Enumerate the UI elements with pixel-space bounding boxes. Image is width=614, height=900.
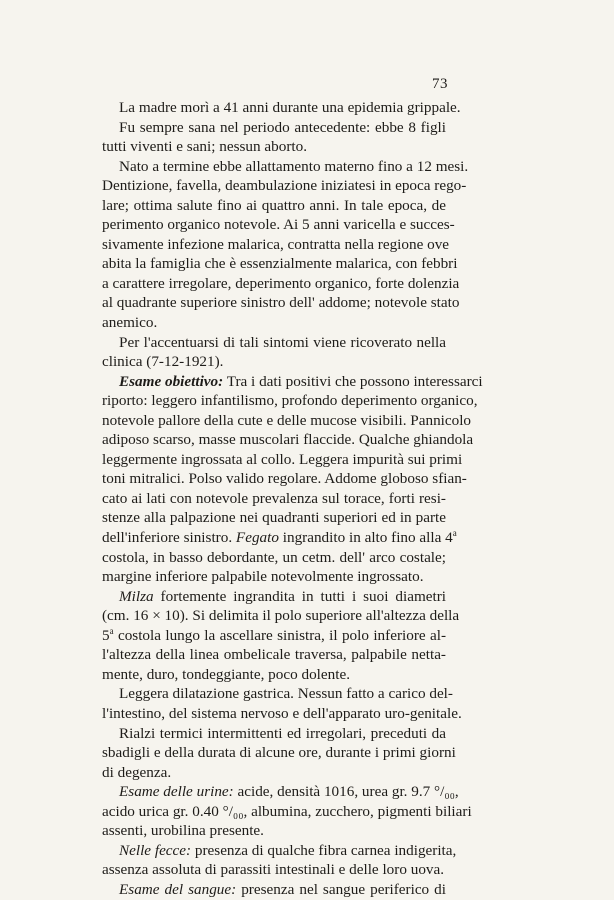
text-fragment: margine inferiore palpabile notevolmente ingrossato.: [102, 568, 424, 586]
text-line: [102, 411, 472, 431]
text-fragment: Esame del sangue:: [119, 880, 237, 898]
text-fragment: acide, densità 1016, urea gr. 9.7 °/₀₀,: [233, 783, 459, 801]
text-line: [102, 821, 446, 841]
text-fragment: a: [109, 625, 114, 636]
text-fragment: dell'inferiore sinistro.: [102, 529, 236, 547]
text-fragment: Rialzi termici intermittenti ed irregolari, preceduti da: [119, 724, 446, 742]
text-line: [102, 157, 469, 177]
text-line: [102, 880, 446, 900]
text-line: [102, 137, 446, 157]
text-line: [102, 352, 446, 372]
text-line: [102, 763, 446, 783]
text-fragment: Fu sempre sana nel periodo antecedente: ebbe 8 figli: [119, 118, 446, 136]
text-fragment: a carattere irregolare, deperimento organico, forte dolenzia: [102, 274, 460, 292]
text-line: [102, 626, 446, 646]
text-line: [102, 372, 483, 392]
text-fragment: presenza nel sangue periferico di: [236, 880, 446, 898]
text-line: [102, 254, 458, 274]
text-fragment: costola, in basso debordante, un cetm. dell' arco costale;: [102, 548, 446, 566]
text-line: [102, 567, 446, 587]
text-fragment: Dentizione, favella, deambulazione iniziatesi in epoca rego-: [102, 177, 467, 195]
text-fragment: tutti viventi e sani; nessun aborto.: [102, 138, 308, 156]
text-fragment: stenze alla palpazione nei quadranti superiori ed in parte: [102, 509, 446, 527]
text-fragment: Esame delle urine:: [119, 783, 234, 801]
text-fragment: di degenza.: [102, 763, 172, 781]
text-fragment: a: [452, 527, 457, 538]
text-fragment: anemico.: [102, 314, 158, 332]
text-line: [102, 196, 446, 216]
text-fragment: Leggera dilatazione gastrica. Nessun fatto a carico del-: [119, 685, 453, 703]
text-fragment: Nelle fecce:: [119, 841, 192, 859]
text-line: [102, 587, 446, 607]
text-fragment: sivamente infezione malarica, contratta nella regione ove: [102, 235, 450, 253]
text-line: [102, 645, 446, 665]
text-line: [102, 841, 457, 861]
text-fragment: mente, duro, tondeggiante, poco dolente.: [102, 665, 350, 683]
text-line: [102, 176, 467, 196]
text-line: [102, 215, 455, 235]
text-line: [102, 489, 446, 509]
text-fragment: Nato a termine ebbe allattamento materno fino a 12 mesi.: [119, 157, 469, 175]
text-fragment: sbadigli e della durata di alcune ore, durante i primi giorni: [102, 744, 456, 762]
text-line: [102, 665, 446, 685]
text-fragment: Fegato: [235, 529, 279, 547]
text-line: [102, 469, 467, 489]
text-fragment: clinica (7-12-1921).: [102, 353, 224, 371]
text-line: [102, 527, 457, 548]
text-fragment: leggermente ingrossata al collo. Leggera impurità sui primi: [102, 450, 463, 468]
text-line: [102, 724, 446, 744]
text-fragment: La madre morì a 41 anni durante una epidemia grippale.: [119, 99, 461, 116]
text-fragment: Milza: [119, 587, 154, 605]
text-line: [102, 293, 460, 313]
text-line: [102, 98, 461, 118]
text-fragment: Esame obiettivo:: [119, 372, 224, 390]
text-line: [102, 684, 453, 704]
text-line: [102, 430, 474, 450]
text-line: [102, 548, 446, 568]
text-fragment: l'altezza della linea ombelicale traversa, palpabile netta-: [102, 646, 446, 664]
text-fragment: lare; ottima salute fino ai quattro anni. In tale epoca, de: [102, 196, 446, 214]
text-fragment: assenti, urobilina presente.: [102, 822, 264, 840]
text-line: [102, 333, 446, 353]
body-text: [102, 98, 483, 899]
text-fragment: riporto: leggero infantilismo, profondo deperimento organico,: [102, 392, 478, 410]
text-fragment: abita la famiglia che è essenzialmente malarica, con febbri: [102, 255, 458, 273]
text-line: [102, 606, 460, 626]
text-line: [102, 450, 463, 470]
text-fragment: perimento organico notevole. Ai 5 anni varicella e succes-: [102, 216, 455, 234]
text-line: [102, 508, 446, 528]
text-fragment: Per l'accentuarsi di tali sintomi viene ricoverato nella: [119, 333, 446, 351]
text-fragment: assenza assoluta di parassiti intestinali e delle loro uova.: [102, 861, 445, 879]
text-line: [102, 704, 462, 724]
text-fragment: toni mitralici. Polso valido regolare. Addome globoso sfian-: [102, 470, 467, 488]
text-line: [102, 860, 446, 880]
text-fragment: l'intestino, del sistema nervoso e dell'apparato uro-genitale.: [102, 704, 462, 722]
text-line: [102, 743, 456, 763]
text-fragment: acido urica gr. 0.40 °/₀₀, albumina, zucchero, pigmenti biliari: [102, 802, 472, 820]
text-fragment: notevole pallore della cute e delle mucose visibili. Pannicolo: [102, 411, 472, 429]
text-line: [102, 802, 472, 822]
text-fragment: presenza di qualche fibra carnea indigerita,: [191, 841, 457, 859]
page-number: 73: [432, 76, 448, 92]
text-fragment: (cm. 16 × 10). Si delimita il polo superiore all'altezza della: [102, 607, 460, 625]
text-fragment: fortemente ingrandita in tutti i suoi diametri: [153, 587, 446, 605]
text-fragment: cato ai lati con notevole prevalenza sul torace, forti resi-: [102, 489, 446, 507]
text-fragment: 5: [102, 626, 110, 644]
text-fragment: al quadrante superiore sinistro dell' addome; notevole stato: [102, 294, 460, 312]
text-line: [102, 782, 459, 802]
text-fragment: adiposo scarso, masse muscolari flaccide. Qualche ghiandola: [102, 431, 474, 449]
text-line: [102, 235, 450, 255]
text-line: [102, 391, 478, 411]
text-line: [102, 313, 446, 333]
text-fragment: Tra i dati positivi che possono interessarci: [223, 372, 483, 390]
text-line: [102, 118, 446, 138]
text-fragment: costola lungo la ascellare sinistra, il polo inferiore al-: [113, 626, 446, 644]
text-fragment: ingrandito in alto fino alla 4: [278, 529, 453, 547]
text-line: [102, 274, 460, 294]
